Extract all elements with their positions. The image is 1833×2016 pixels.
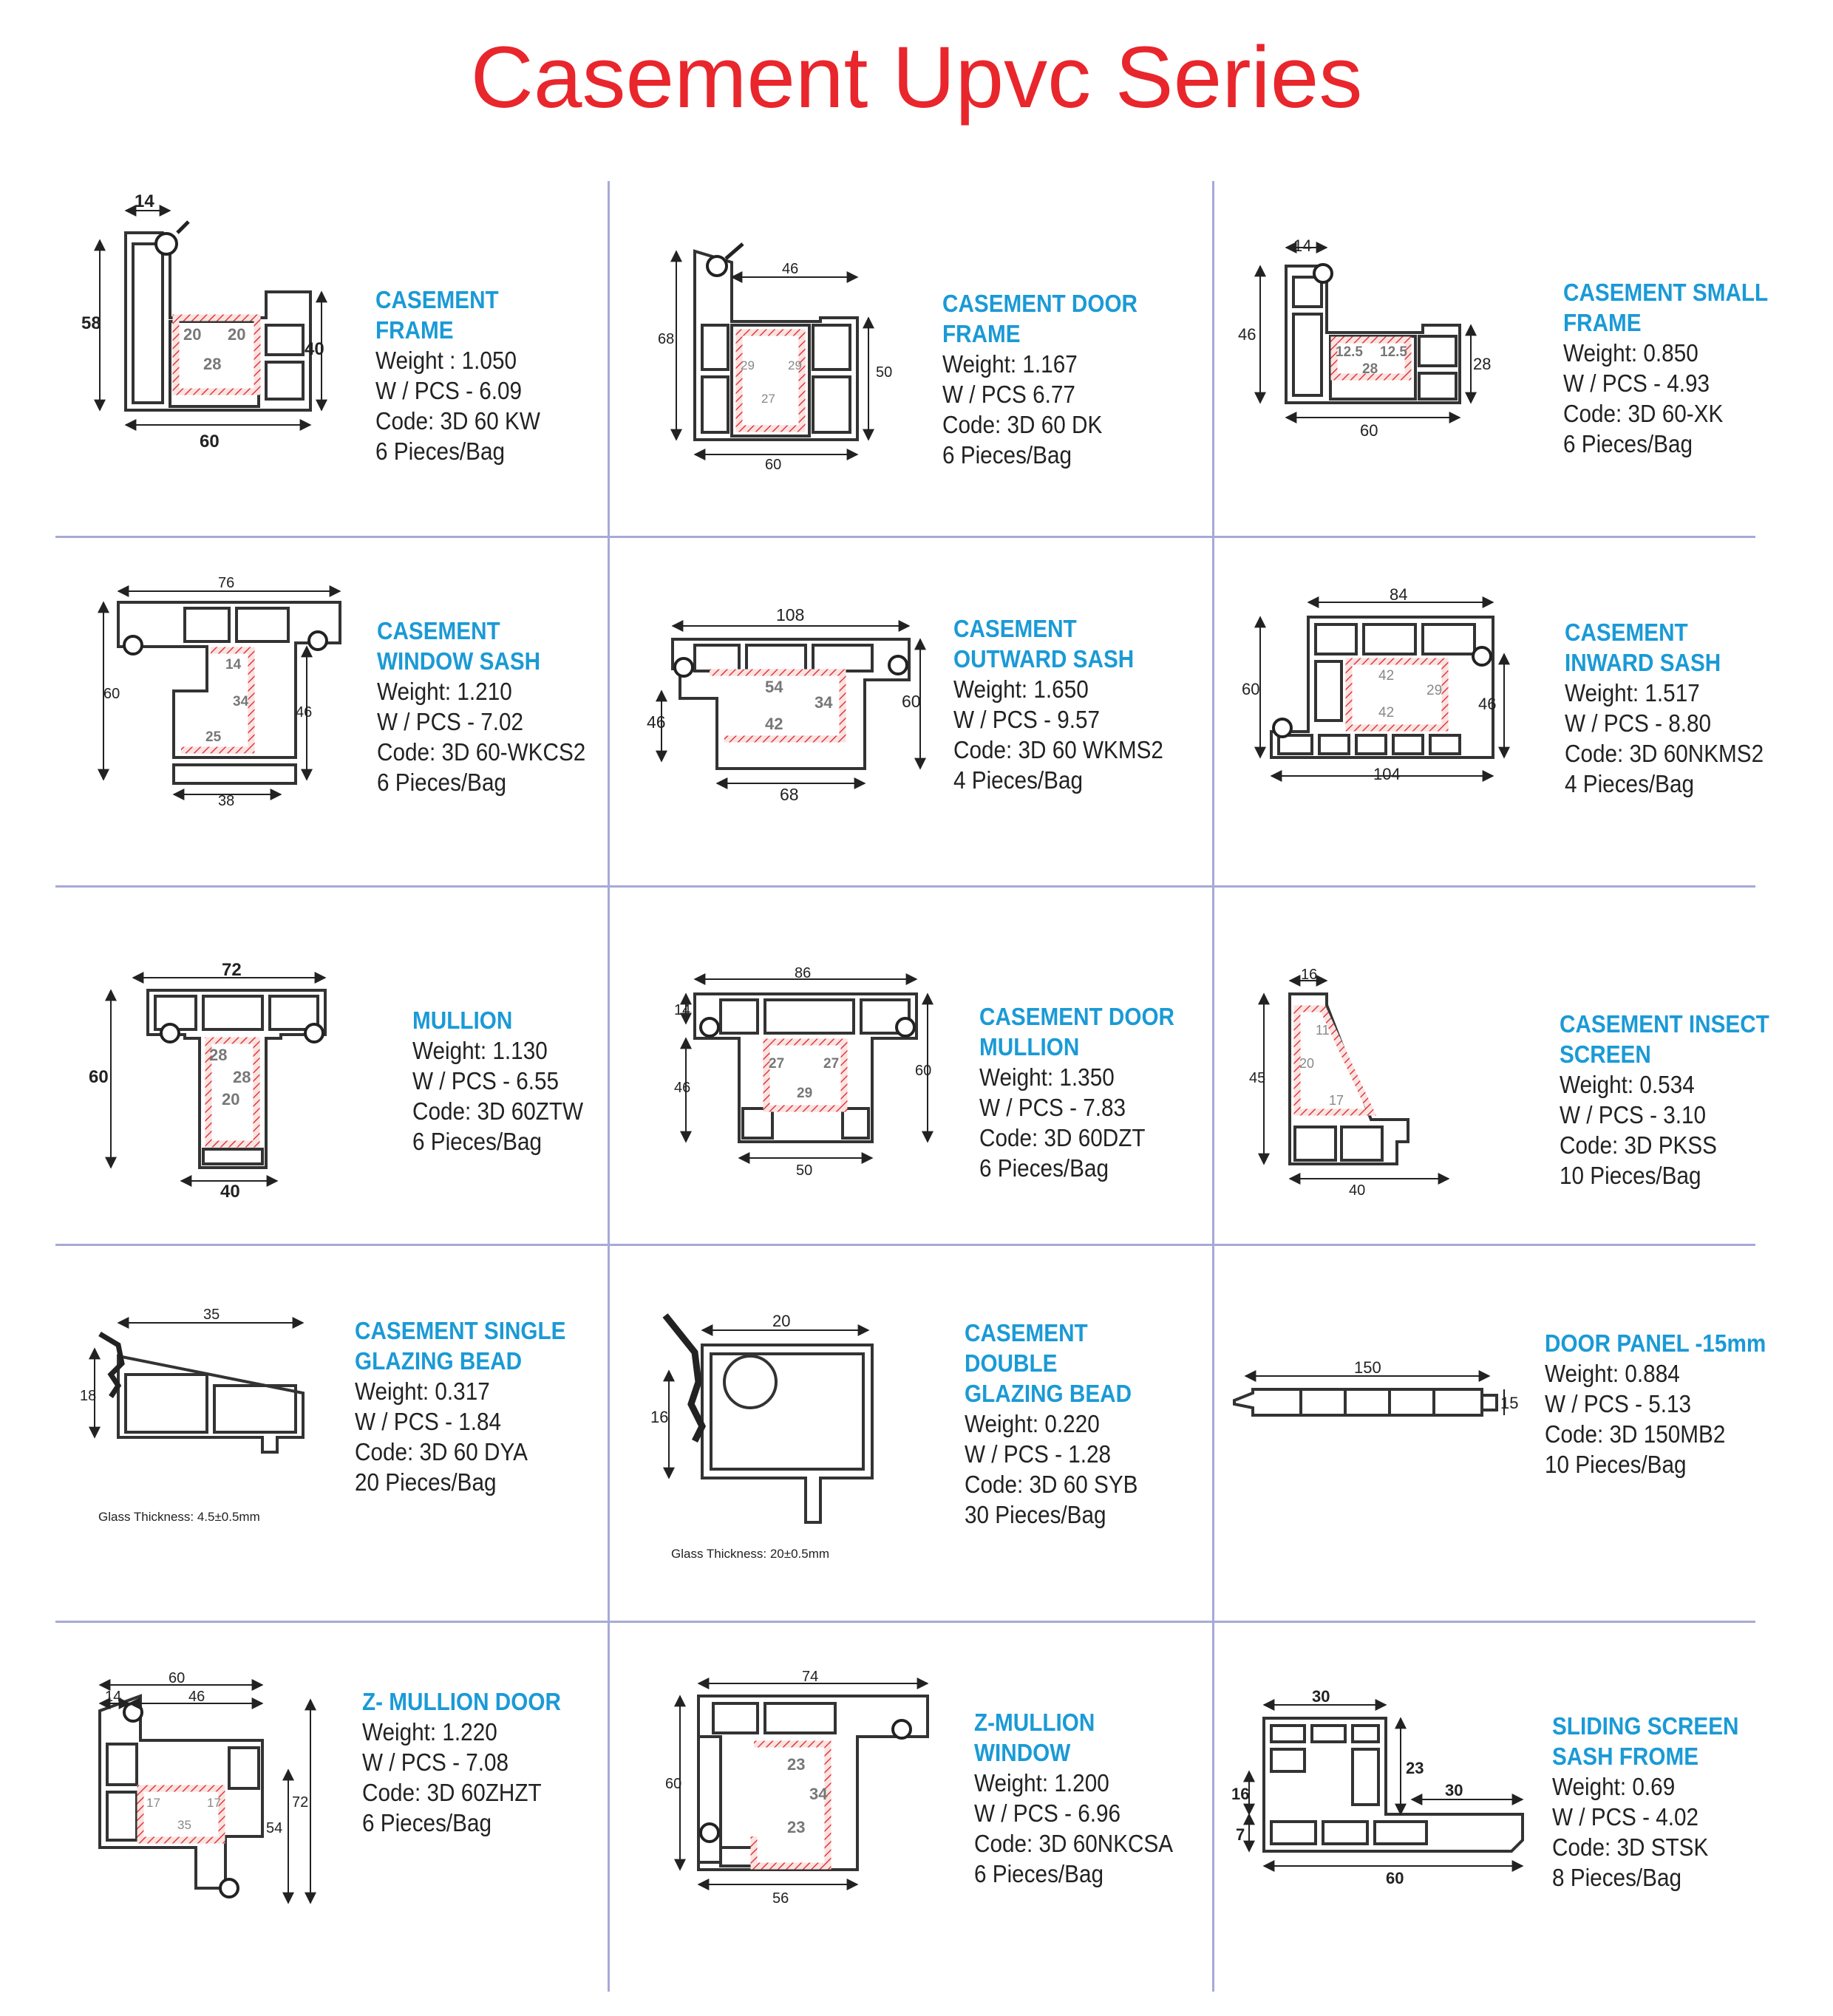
dim-label: 23 [787,1818,806,1836]
dim-label: 46 [782,261,799,277]
casement-insect-screen-profile-drawing [1242,964,1463,1208]
casement-outward-sash-profile-drawing [643,602,939,802]
casement-double-glazing-bead-profile-drawing [643,1301,894,1545]
dim-label: 40 [220,1182,240,1202]
product-pieces: 20 Pieces/Bag [355,1468,497,1496]
product-weight: Weight: 1.350 [979,1063,1115,1091]
dim-label: 20 [228,325,246,344]
product-name: Z- MULLION DOOR [362,1688,561,1715]
product-name: CASEMENT FRAME [375,286,499,344]
product-name: SLIDING SCREEN SASH FROME [1552,1712,1739,1770]
product-wpcs: W / PCS - 6.96 [974,1799,1121,1827]
product-pieces: 6 Pieces/Bag [1563,430,1693,457]
grid-divider-horizontal [55,885,1755,888]
product-weight: Weight: 0.220 [965,1410,1100,1437]
glass-thickness-note: Glass Thickness: 4.5±0.5mm [98,1510,260,1524]
product-weight: Weight: 1.650 [953,675,1089,703]
dim-label: 29 [788,358,802,372]
product-pieces: 6 Pieces/Bag [942,441,1072,469]
dim-label: 108 [776,605,805,624]
product-pieces: 30 Pieces/Bag [965,1501,1106,1528]
dim-label: 20 [222,1090,240,1109]
product-name: CASEMENT INSECT SCREEN [1560,1010,1769,1068]
product-code: Code: 3D 60 DYA [355,1438,528,1465]
dim-label: 11 [1316,1023,1330,1038]
casement-door-frame-profile-drawing [658,236,902,473]
product-wpcs: W / PCS - 6.09 [375,377,523,404]
dim-label: 84 [1390,585,1408,604]
dim-label: 28 [233,1068,251,1086]
product-wpcs: W / PCS - 7.02 [377,708,524,735]
product-wpcs: W / PCS 6.77 [942,381,1075,408]
product-pieces: 6 Pieces/Bag [375,437,506,465]
product-weight: Weight : 1.050 [375,347,517,374]
dim-label: 60 [200,432,220,452]
dim-label: 12.5 [1380,344,1407,360]
product-weight: Weight: 0.534 [1560,1071,1695,1098]
dim-label: 40 [1349,1182,1366,1199]
dim-label: 34 [233,694,249,709]
dim-label: 46 [1238,325,1256,344]
dim-label: 23 [1406,1759,1424,1777]
dim-label: 38 [218,793,235,809]
dim-label: 34 [815,693,833,712]
dim-label: 45 [1249,1070,1266,1086]
product-weight: Weight: 1.517 [1565,679,1700,706]
dim-label: 14 [135,191,154,211]
product-name: CASEMENT INWARD SASH [1565,619,1721,676]
dim-label: 46 [647,712,666,732]
product-pieces: 4 Pieces/Bag [1565,770,1695,797]
dim-label: 20 [183,325,202,344]
dim-label: 17 [146,1796,160,1810]
product-code: Code: 3D 60 DK [942,411,1103,438]
dim-label: 56 [772,1890,789,1907]
sliding-screen-sash-profile-drawing [1227,1689,1537,1888]
product-name: DOOR PANEL -15mm [1545,1329,1766,1357]
dim-label: 60 [665,1776,682,1792]
product-wpcs: W / PCS - 6.55 [412,1067,560,1094]
dim-label: 16 [1301,967,1318,983]
product-name: CASEMENT OUTWARD SASH [953,615,1135,672]
dim-label: 60 [103,686,120,702]
mullion-profile-drawing [89,961,355,1205]
product-pieces: 6 Pieces/Bag [979,1154,1109,1182]
dim-label: 60 [1242,680,1260,698]
grid-divider-horizontal [55,1621,1755,1623]
product-name: CASEMENT SMALL FRAME [1563,279,1769,336]
product-wpcs: W / PCS - 8.80 [1565,709,1712,737]
dim-label: 17 [1329,1093,1344,1108]
dim-label: 46 [674,1080,691,1096]
dim-label: 60 [89,1067,109,1087]
product-name: CASEMENT DOUBLE GLAZING BEAD [965,1319,1132,1407]
dim-label: 16 [1231,1785,1250,1803]
dim-label: 30 [1445,1781,1463,1799]
dim-label: 74 [802,1669,819,1685]
dim-label: 86 [795,965,812,981]
product-pieces: 6 Pieces/Bag [362,1809,492,1836]
casement-small-frame-profile-drawing [1238,233,1492,440]
dim-label: 60 [902,692,921,711]
dim-label: 17 [207,1796,221,1810]
casement-single-glazing-bead-profile-drawing [74,1304,325,1482]
product-weight: Weight: 1.167 [942,350,1078,378]
dim-label: 60 [1386,1869,1404,1887]
page-title: Casement Upvc Series [470,29,1363,126]
product-pieces: 6 Pieces/Bag [974,1860,1104,1887]
product-wpcs: W / PCS - 9.57 [953,706,1101,733]
product-pieces: 6 Pieces/Bag [412,1128,543,1155]
product-code: Code: 3D 150MB2 [1545,1420,1726,1448]
product-wpcs: W / PCS - 5.13 [1545,1390,1692,1417]
dim-label: 35 [203,1307,220,1323]
casement-frame-profile-drawing [81,188,333,454]
product-code: Code: 3D 60DZT [979,1124,1146,1151]
dim-label: 72 [222,960,242,980]
dim-label: 68 [658,331,675,347]
dim-label: 14 [1293,236,1312,255]
z-mullion-door-profile-drawing [81,1666,333,1932]
product-code: Code: 3D 60ZTW [412,1097,584,1125]
dim-label: 58 [81,313,101,333]
product-pieces: 8 Pieces/Bag [1552,1864,1682,1891]
product-wpcs: W / PCS - 4.93 [1563,370,1710,397]
product-code: Code: 3D 60NKMS2 [1565,740,1764,767]
product-pieces: 10 Pieces/Bag [1560,1162,1701,1189]
dim-label: 60 [1360,421,1378,440]
dim-label: 72 [292,1794,309,1811]
dim-label: 15 [1500,1394,1519,1412]
dim-label: 150 [1354,1358,1381,1377]
dim-label: 14 [674,1002,691,1018]
product-wpcs: W / PCS - 1.28 [965,1440,1112,1468]
product-code: Code: 3D 60-WKCS2 [377,738,586,766]
product-weight: Weight: 0.850 [1563,339,1698,367]
dim-label: 42 [1378,705,1395,721]
dim-label: 60 [915,1063,932,1079]
dim-label: 27 [823,1056,840,1072]
product-code: Code: 3D 60 KW [375,407,540,435]
product-weight: Weight: 0.317 [355,1378,490,1405]
dim-label: 20 [772,1312,791,1330]
dim-label: 16 [650,1408,669,1426]
dim-label: 50 [876,364,893,381]
product-wpcs: W / PCS - 7.08 [362,1748,509,1776]
dim-label: 60 [169,1670,186,1686]
product-weight: Weight: 1.200 [974,1769,1109,1797]
grid-divider-horizontal [55,1244,1755,1246]
dim-label: 35 [177,1818,191,1832]
product-weight: Weight: 0.884 [1545,1360,1680,1387]
dim-label: 28 [1362,361,1378,377]
product-code: Code: 3D STSK [1552,1833,1709,1861]
dim-label: 28 [203,355,222,373]
dim-label: 54 [266,1820,283,1836]
dim-label: 104 [1373,765,1401,783]
grid-divider-vertical [1212,181,1214,1992]
dim-label: 42 [765,715,783,733]
dim-label: 23 [787,1755,806,1774]
product-wpcs: W / PCS - 7.83 [979,1094,1126,1121]
casement-window-sash-profile-drawing [81,573,355,809]
casement-door-mullion-profile-drawing [665,964,946,1186]
dim-label: 76 [218,575,235,591]
dim-label: 42 [1378,668,1395,684]
dim-label: 12.5 [1336,344,1363,360]
dim-label: 30 [1312,1687,1330,1706]
dim-label: 34 [809,1785,828,1803]
product-weight: Weight: 1.130 [412,1037,548,1064]
dim-label: 14 [105,1689,122,1705]
dim-label: 46 [1478,695,1497,713]
product-code: Code: 3D 60NKCSA [974,1830,1174,1857]
product-pieces: 10 Pieces/Bag [1545,1451,1687,1478]
dim-label: 60 [765,457,782,473]
dim-label: 7 [1236,1825,1245,1844]
dim-label: 50 [796,1162,813,1179]
dim-label: 25 [205,729,222,745]
dim-label: 29 [797,1086,813,1101]
product-name: CASEMENT DOOR FRAME [942,290,1138,347]
product-wpcs: W / PCS - 3.10 [1560,1101,1707,1128]
dim-label: 46 [188,1689,205,1705]
product-pieces: 6 Pieces/Bag [377,769,507,796]
casement-inward-sash-profile-drawing [1242,584,1530,806]
product-code: Code: 3D 60ZHZT [362,1779,542,1806]
dim-label: 28 [209,1046,228,1064]
dim-label: 27 [761,392,775,406]
dim-label: 14 [225,657,242,672]
dim-label: 28 [1473,355,1492,373]
product-name: CASEMENT SINGLE GLAZING BEAD [355,1317,566,1375]
product-name: Z-MULLION WINDOW [974,1709,1095,1766]
z-mullion-window-profile-drawing [654,1666,935,1910]
product-code: Code: 3D 60 SYB [965,1471,1138,1498]
dim-label: 18 [80,1388,97,1404]
grid-divider-horizontal [55,536,1755,538]
dim-label: 29 [741,358,755,372]
dim-label: 54 [765,678,783,696]
dim-label: 29 [1426,683,1443,698]
dim-label: 27 [769,1056,785,1072]
door-panel-profile-drawing [1227,1360,1523,1441]
glass-thickness-note: Glass Thickness: 20±0.5mm [671,1547,830,1561]
dim-label: 20 [1299,1056,1315,1071]
product-code: Code: 3D PKSS [1560,1131,1717,1159]
product-name: CASEMENT WINDOW SASH [377,617,541,675]
product-code: Code: 3D 60 WKMS2 [953,736,1163,763]
dim-label: 40 [305,339,324,359]
product-wpcs: W / PCS - 1.84 [355,1408,502,1435]
product-wpcs: W / PCS - 4.02 [1552,1803,1699,1831]
product-weight: Weight: 1.220 [362,1718,497,1746]
product-name: CASEMENT DOOR MULLION [979,1003,1175,1060]
grid-divider-vertical [608,181,610,1992]
product-code: Code: 3D 60-XK [1563,400,1724,427]
dim-label: 46 [296,704,313,721]
dim-label: 68 [780,785,799,804]
product-pieces: 4 Pieces/Bag [953,766,1084,794]
product-name: MULLION [412,1007,513,1034]
product-weight: Weight: 1.210 [377,678,512,705]
product-weight: Weight: 0.69 [1552,1773,1676,1800]
